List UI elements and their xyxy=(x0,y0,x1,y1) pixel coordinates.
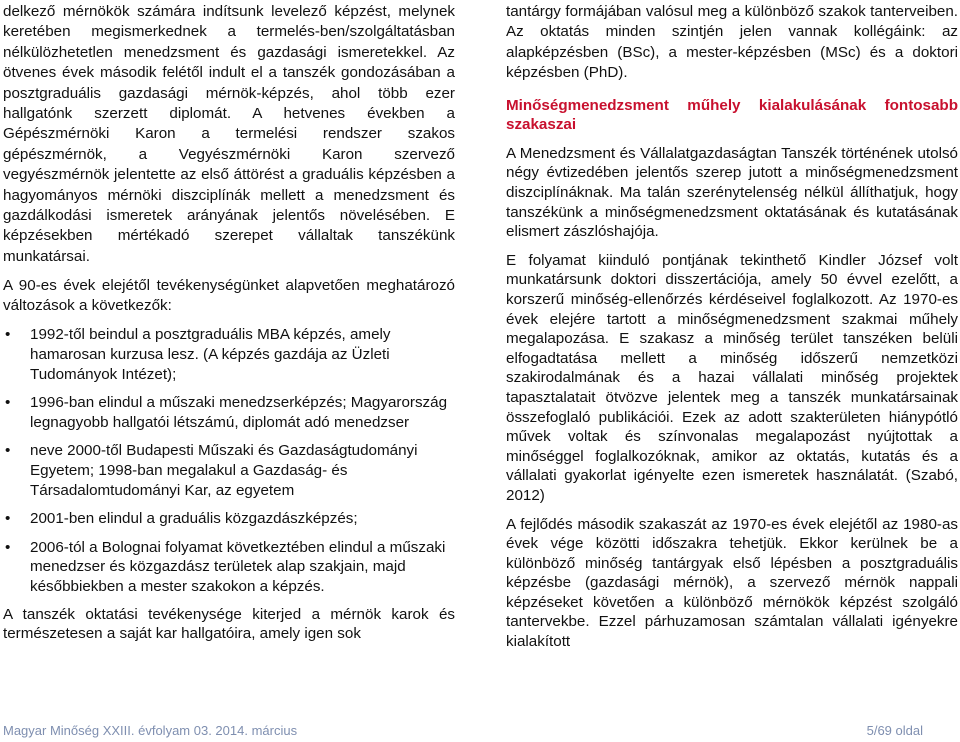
list-item: • neve 2000-től Budapesti Műszaki és Gazdaságtudományi Egyetem; 1998-ban megalakul a Gazdaság- és Társadalomtudományi Kar, az egyetem xyxy=(5,442,418,499)
list-item: • 2006-tól a Bolognai folyamat következtében elindul a műszaki menedzser és közgazdász területek alap szakjain, majd későbbiekben a mester szakokon a képzés. xyxy=(5,538,446,595)
bullet-icon: • xyxy=(5,394,11,412)
right-column xyxy=(506,2,958,652)
right-paragraph-1: tantárgy formájában valósul meg a különböző szakok tanterveiben. Az oktatás minden szintjén jelen vannak kollégáink: az alapképzésben (BSc), a mester-képzésben (MSc) és a doktori képzésben (PhD). xyxy=(506,3,958,82)
left-paragraph-2: A 90-es évek elejétől tevékenységünket alapvetően meghatározó változások a következők: xyxy=(3,277,455,314)
page-number: 5/69 oldal xyxy=(866,723,923,738)
right-paragraph-4: A fejlődés második szakaszát az 1970-es évek elejétől az 1980-as évek vége közötti időszakra tehetjük. Ekkor kerülnek be a különböző minőség tantárgyak első lépésben a posztgraduális képzésbe (gazdasági mérnök), a szervező mérnök nappali képzéseket követően a különböző mérnökök képzést szolgáló tantervekbe. Ezzel párhuzamosan számtalan vállalati igényekre kialakított xyxy=(506,515,958,651)
left-paragraph-3: A tanszék oktatási tevékenysége kiterjed a mérnök karok és természetesen a saját kar hallgatóira, amely igen sok xyxy=(3,605,455,643)
bullet-icon: • xyxy=(5,442,11,460)
right-paragraph-3: E folyamat kiinduló pontjának tekinthető Kindler József volt munkatársunk doktori disszertációja, amely 50 évvel ezelőtt, a korszerű minőség-ellenőrzés kérdéseivel foglalkozott. Az 1970-es évek elejére tartott a minőségmenedzsment szakmai műhely megalapozása. E szakasz a minőség terület tanszéken belüli elfogadtatása mellett a minőség időszerű nemzetközi szakirodalmának és a hazai vállalati minőség projektek tapasztalatait ötvözve jelentek meg a tanszék munkatársainak összefoglaló publikációi. Ezek az adott szakterületen hiánypótló művek voltak és színvonalas megalapozást nyújtottak a minőséggel foglalkozóknak, amikor az oktatás, kutatás és a vállalati gyakorlat igényelte ezen ismeretek használatát. (Szabó, 2012) xyxy=(506,251,958,504)
right-paragraph-2: A Menedzsment és Vállalatgazdaságtan Tanszék történének utolsó négy évtizedében jelentős szerep jutott a minőségmenedzsment diszciplínáknak. Ma talán szerénytelenség nélkül állíthatjuk, hogy tanszékünk a minőségmenedzsment oktatásának és kutatásának elismert zászlóshajója. xyxy=(506,144,958,241)
journal-info: Magyar Minőség XXIII. évfolyam 03. 2014. március xyxy=(3,723,298,738)
page-footer xyxy=(3,723,923,738)
bullet-icon: • xyxy=(5,538,11,556)
bullet-icon: • xyxy=(5,510,11,528)
changes-list xyxy=(3,325,455,596)
list-item: • 2001-ben elindul a graduális közgazdászképzés; xyxy=(5,510,358,528)
left-paragraph-1: delkező mérnökök számára indítsunk levelező képzést, melynek keretében megismerkednek a termelés-ben/szolgáltatásban nélkülözhetetlen menedzsment és gazdasági ismeretekkel. Az ötvenes évek második felétől indult el a tanszék gondozásában a posztgraduális gazdasági mérnök-képzés, ahol több ezer hallgatónk szerzett diplomát. A hetvenes években a Gépészmérnöki Karon a termelési rendszer szakos gépészmérnök, a Vegyészmérnöki Karon szervező vegyészmérnök jelentette az első áttörést a graduális képzésben a hagyományos mérnöki diszciplínák mellett a menedzsment és gazdálkodási ismeretek arányának jelentős növelésében. E képzésekben mértékadó szerepet vállaltak tanszékünk munkatársai. xyxy=(3,3,455,265)
list-item: • 1996-ban elindul a műszaki menedzserképzés; Magyarország legnagyobb hallgatói létszámú, diplomát adó menedzser xyxy=(5,394,448,431)
left-column xyxy=(3,2,455,644)
section-heading: Minőségmenedzsment műhely kialakulásának fontosabb szakaszai xyxy=(506,96,958,134)
bullet-icon: • xyxy=(5,326,11,344)
list-item: • 1992-től beindul a posztgraduális MBA képzés, amely hamarosan kurzusa lesz. (A képzés gazdája az Üzleti Tudományok Intézet); xyxy=(5,326,391,383)
